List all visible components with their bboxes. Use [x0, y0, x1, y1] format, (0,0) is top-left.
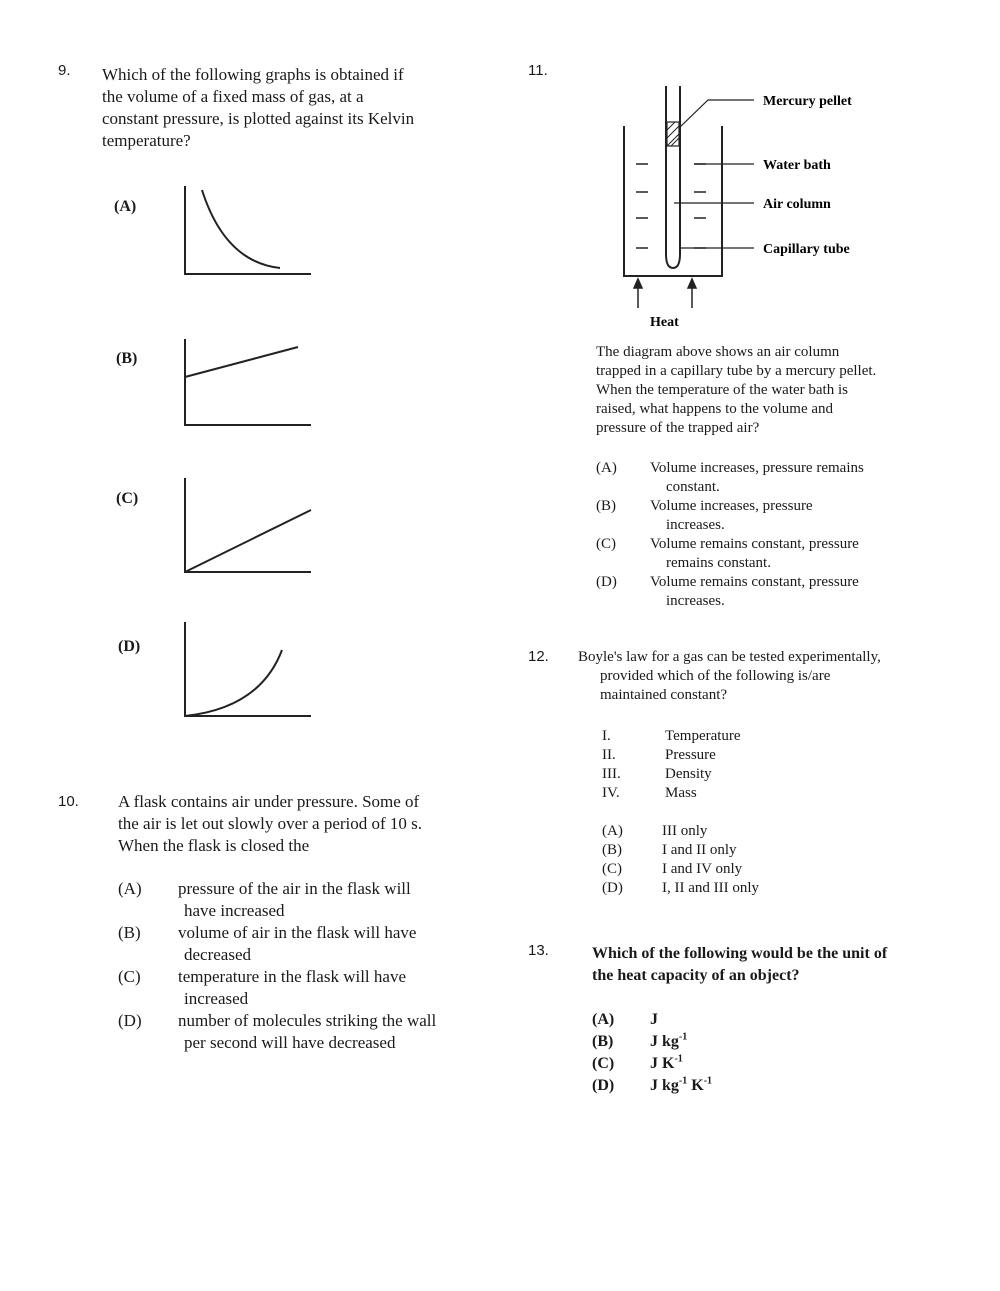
q13-line: the heat capacity of an object? — [592, 967, 800, 984]
q11-option-text-cont: constant. — [666, 479, 720, 495]
heat-arrows — [634, 279, 696, 308]
q12-option-b — [602, 841, 842, 860]
q13-option-label: (B) — [592, 1033, 614, 1050]
q12-option-a — [602, 822, 842, 841]
q11-option-text: Volume remains constant, pressure — [650, 574, 859, 590]
q11-options — [596, 459, 906, 611]
q12-option-label: (D) — [602, 880, 623, 896]
q12-option-text: I and IV only — [662, 861, 743, 877]
water-bath-container — [624, 126, 722, 276]
q11-option-text: Volume increases, pressure — [650, 498, 813, 514]
q13-option-unit — [650, 1031, 687, 1053]
mercury-pellet — [667, 122, 679, 146]
q12-line: Boyle's law for a gas can be tested experimentally, — [578, 649, 881, 665]
q11-option-c — [596, 535, 906, 554]
q10-option-text-cont: decreased — [184, 945, 252, 964]
q10-option-b — [118, 922, 458, 944]
q11-option-text-cont: increases. — [666, 517, 725, 533]
unit-exponent: -1 — [674, 1053, 683, 1065]
label-air-column: Air column — [763, 197, 831, 212]
q12-text — [578, 648, 923, 705]
q12-item — [602, 746, 842, 765]
q12-item-roman: III. — [602, 766, 621, 782]
q10-option-label: (D) — [118, 1011, 142, 1030]
q11-line: trapped in a capillary tube by a mercury pellet. — [596, 363, 877, 379]
q9-text — [102, 64, 442, 152]
q11-line: pressure of the trapped air? — [596, 420, 760, 436]
q11-option-label: (B) — [596, 498, 616, 514]
q13-option-d — [592, 1075, 832, 1097]
q10-option-d — [118, 1010, 458, 1032]
q10-option-text: number of molecules striking the wall — [178, 1011, 437, 1030]
q10-option-text-cont: have increased — [184, 901, 285, 920]
q10-option-label: (B) — [118, 923, 141, 942]
q13-option-b — [592, 1031, 832, 1053]
q13-options — [592, 1009, 832, 1097]
q11-option-b — [596, 497, 906, 516]
q9-graph-c — [180, 476, 315, 578]
q12-item-text: Temperature — [665, 728, 741, 744]
label-mercury-pellet: Mercury pellet — [763, 94, 852, 109]
q11-option-label: (A) — [596, 460, 617, 476]
q12-number: 12. — [528, 648, 549, 665]
q9-graph-a — [180, 182, 315, 280]
q12-item-text: Mass — [665, 785, 697, 801]
graph-curve-decreasing — [202, 190, 280, 268]
q13-option-unit — [650, 1075, 712, 1097]
graph-line-through-origin — [185, 510, 311, 572]
q9-line: temperature? — [102, 131, 191, 150]
q10-option-label: (C) — [118, 967, 141, 986]
q9-option-d-label: (D) — [118, 638, 141, 655]
q10-line: A flask contains air under pressure. Some of — [118, 792, 420, 811]
q10-line: the air is let out slowly over a period of 10 s. — [118, 814, 423, 833]
unit-mid: K — [687, 1077, 704, 1094]
q13-option-a — [592, 1009, 832, 1031]
unit-exponent: -1 — [678, 1075, 688, 1087]
q13-line: Which of the following would be the unit of — [592, 945, 888, 962]
q9-line: constant pressure, is plotted against its Kelvin — [102, 109, 415, 128]
leader-lines — [674, 100, 754, 248]
q13-option-label: (D) — [592, 1077, 615, 1094]
q12-item-roman: I. — [602, 728, 611, 744]
q12-option-d — [602, 879, 842, 898]
q9-option-b-label: (B) — [116, 350, 138, 367]
q11-apparatus-diagram — [590, 58, 920, 338]
q10-line: When the flask is closed the — [118, 836, 310, 855]
q10-option-a — [118, 878, 458, 900]
q13-option-c — [592, 1053, 832, 1075]
q13-number: 13. — [528, 942, 549, 959]
q11-option-a — [596, 459, 906, 478]
unit-base: J kg — [650, 1033, 679, 1050]
q12-item — [602, 765, 842, 784]
q12-item — [602, 727, 842, 746]
q10-number: 10. — [58, 793, 79, 810]
q12-item-text: Density — [665, 766, 712, 782]
q12-item-roman: II. — [602, 747, 616, 763]
q11-option-label: (C) — [596, 536, 616, 552]
graph-axes — [185, 339, 311, 425]
q12-items — [602, 727, 842, 803]
q13-option-label: (C) — [592, 1055, 615, 1072]
q10-options — [118, 878, 458, 1054]
unit-base: J K — [650, 1055, 675, 1072]
q12-option-text: I, II and III only — [662, 880, 760, 896]
q13-option-unit — [650, 1009, 658, 1031]
q13-text — [592, 943, 922, 987]
q11-number: 11. — [528, 62, 548, 79]
q11-option-text: Volume increases, pressure remains — [650, 460, 864, 476]
graph-line-offset — [185, 347, 298, 377]
q12-option-text: I and II only — [662, 842, 737, 858]
q11-option-d — [596, 573, 906, 592]
q12-option-label: (A) — [602, 823, 623, 839]
q10-option-text: volume of air in the flask will have — [178, 923, 417, 942]
q10-option-label: (A) — [118, 879, 142, 898]
q10-text — [118, 791, 458, 857]
q10-option-text: temperature in the flask will have — [178, 967, 406, 986]
q12-line: maintained constant? — [600, 687, 728, 703]
unit-base: J — [650, 1011, 658, 1028]
unit-exponent: -1 — [678, 1031, 688, 1043]
q9-option-c-label: (C) — [116, 490, 139, 507]
q12-option-label: (C) — [602, 861, 622, 877]
unit-exponent: -1 — [703, 1075, 713, 1087]
q11-line: When the temperature of the water bath is — [596, 382, 848, 398]
q9-line: Which of the following graphs is obtained if — [102, 65, 404, 84]
q9-number: 9. — [58, 62, 71, 79]
q10-option-c — [118, 966, 458, 988]
q12-item — [602, 784, 842, 803]
q10-option-text: pressure of the air in the flask will — [178, 879, 411, 898]
capillary-tube — [666, 86, 680, 268]
q9-option-a-label: (A) — [114, 198, 137, 215]
q12-line: provided which of the following is/are — [600, 668, 831, 684]
q13-option-unit — [650, 1053, 683, 1075]
q9-graph-d — [180, 620, 315, 722]
graph-axes — [185, 478, 311, 572]
q11-text — [596, 343, 906, 438]
q12-item-roman: IV. — [602, 785, 620, 801]
q11-option-label: (D) — [596, 574, 617, 590]
q12-options — [602, 822, 842, 898]
q12-item-text: Pressure — [665, 747, 716, 763]
q13-option-label: (A) — [592, 1011, 615, 1028]
q12-option-label: (B) — [602, 842, 622, 858]
graph-axes — [185, 186, 311, 274]
unit-base: J kg — [650, 1077, 679, 1094]
label-heat: Heat — [650, 315, 679, 330]
q11-option-text: Volume remains constant, pressure — [650, 536, 859, 552]
q11-option-text-cont: remains constant. — [666, 555, 771, 571]
label-water-bath: Water bath — [763, 158, 831, 173]
q9-line: the volume of a fixed mass of gas, at a — [102, 87, 364, 106]
q12-option-text: III only — [662, 823, 708, 839]
label-capillary-tube: Capillary tube — [763, 242, 850, 257]
q9-graph-b — [180, 335, 315, 433]
water-dashes — [636, 164, 706, 248]
q11-line: The diagram above shows an air column — [596, 344, 840, 360]
q10-option-text-cont: increased — [184, 989, 249, 1008]
q12-option-c — [602, 860, 842, 879]
q10-option-text-cont: per second will have decreased — [184, 1033, 396, 1052]
q11-option-text-cont: increases. — [666, 593, 725, 609]
graph-curve-increasing — [185, 650, 282, 716]
q11-line: raised, what happens to the volume and — [596, 401, 834, 417]
graph-axes — [185, 622, 311, 716]
